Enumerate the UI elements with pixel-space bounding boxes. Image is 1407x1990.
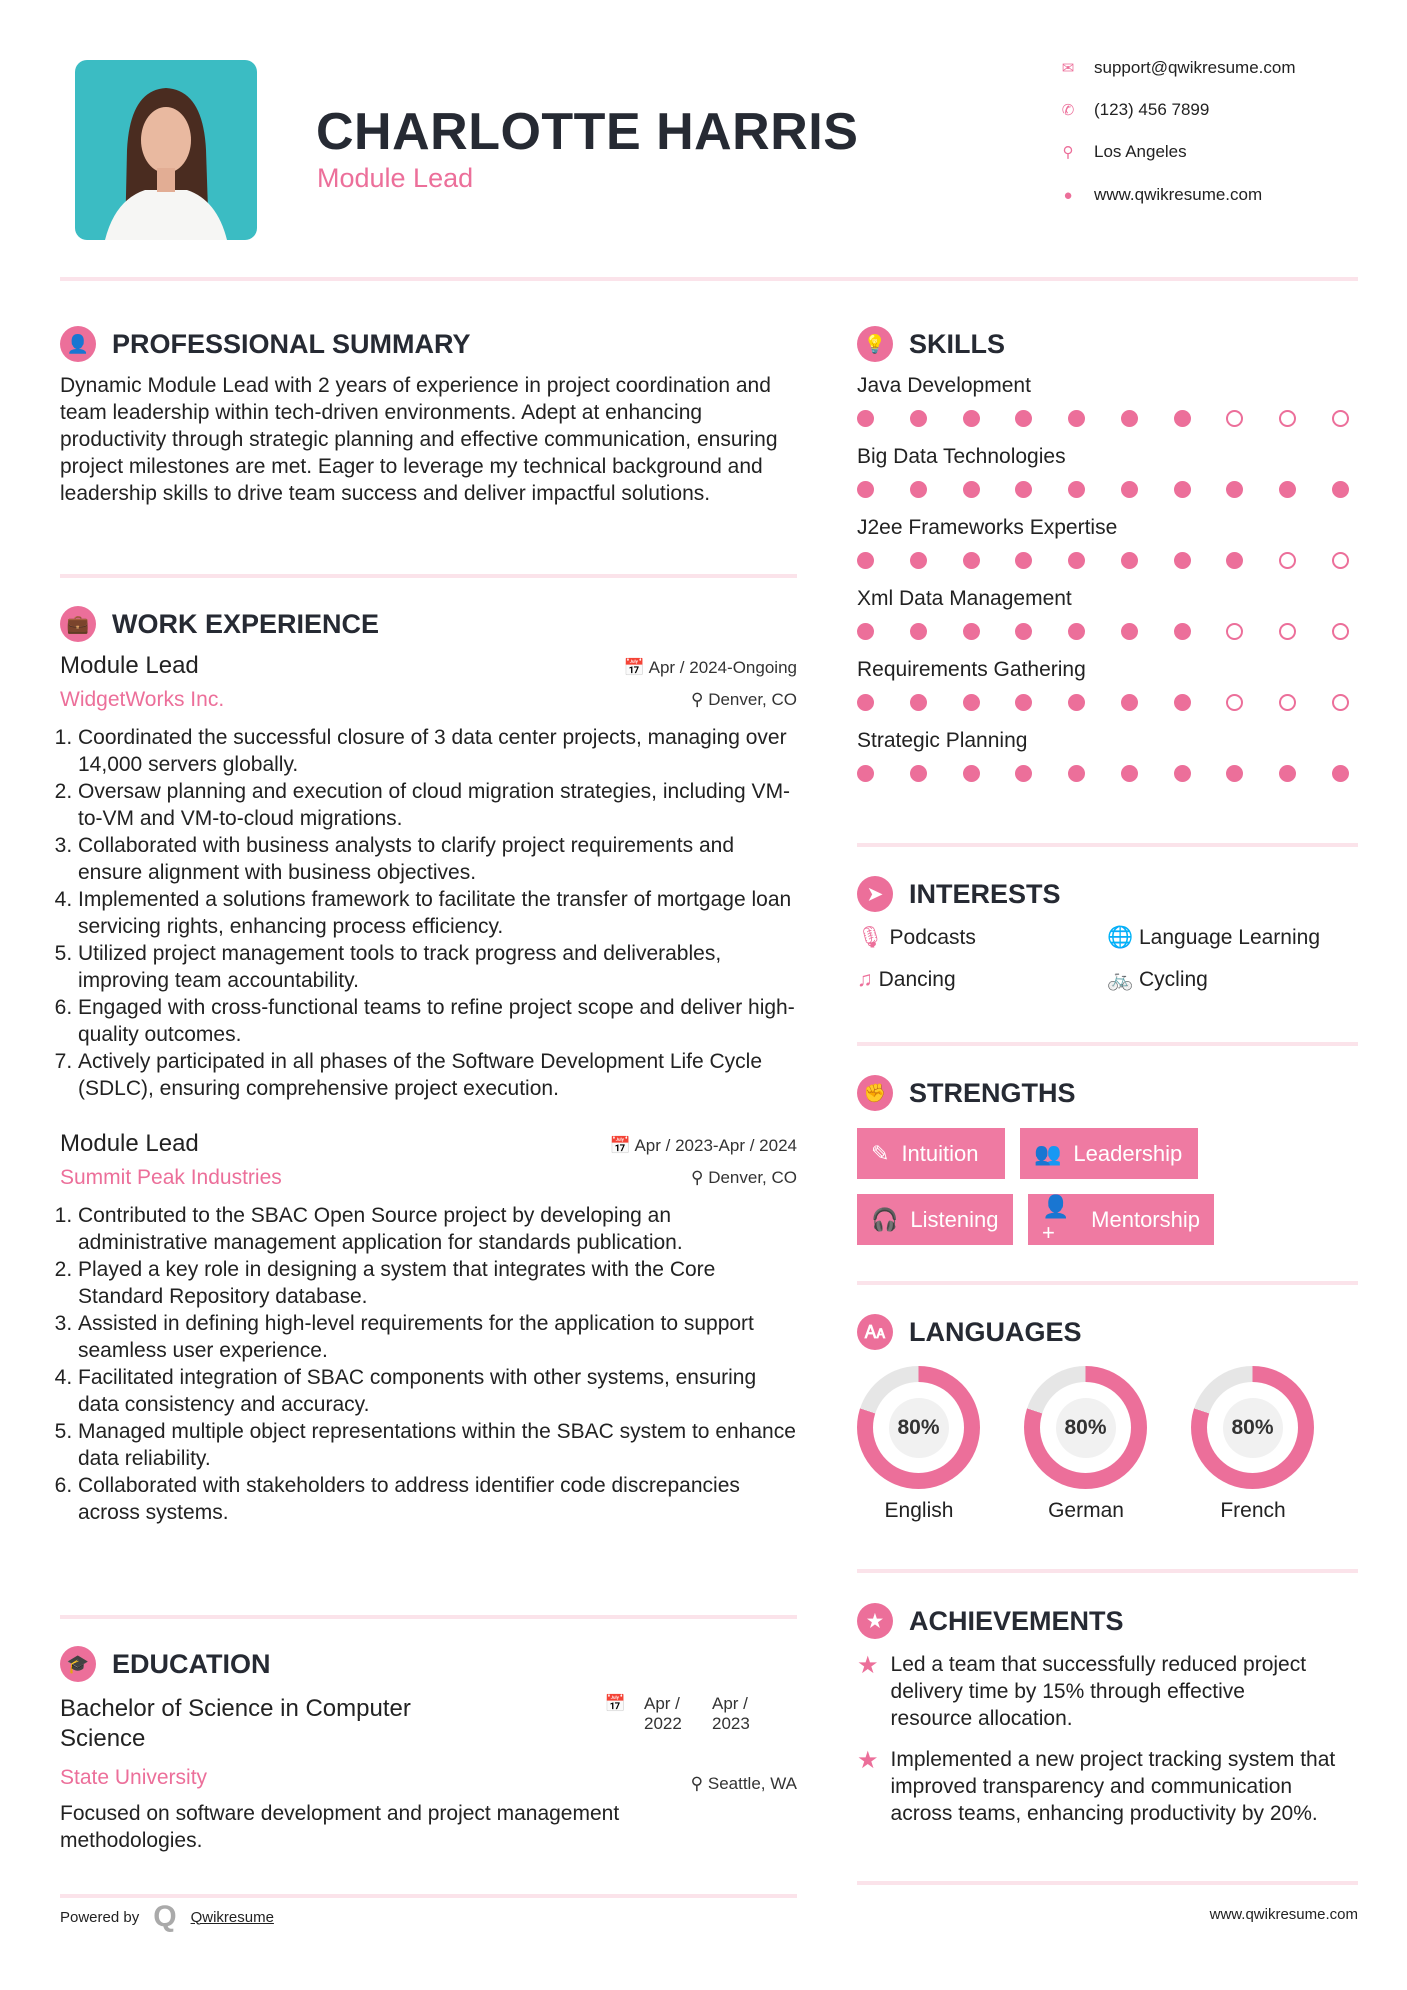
achievement-item xyxy=(857,1746,1358,1827)
globe-icon: ● xyxy=(1063,186,1073,204)
end-date: Apr / 2023 xyxy=(712,1694,750,1733)
footer-powered xyxy=(60,1900,274,1934)
skills-section xyxy=(857,326,1358,782)
skill-item xyxy=(857,516,1358,569)
start-date: Apr / 2022 xyxy=(644,1694,682,1733)
divider xyxy=(857,1281,1358,1285)
rating-dot xyxy=(963,410,980,427)
strength-tag xyxy=(1020,1128,1198,1179)
strength-label: Intuition xyxy=(901,1140,979,1166)
candidate-name: CHARLOTTE HARRIS xyxy=(316,103,859,161)
paper-plane-icon: ➤ xyxy=(857,876,893,912)
divider xyxy=(60,1615,797,1619)
rating-dot xyxy=(1332,765,1349,782)
rating-dot xyxy=(1068,694,1085,711)
rating-dot xyxy=(1279,410,1296,427)
pin-icon: ⚲ xyxy=(691,1168,704,1187)
rating-dot xyxy=(1121,694,1138,711)
rating-dot xyxy=(1174,694,1191,711)
job-entry xyxy=(60,1130,797,1526)
rating-dot xyxy=(963,481,980,498)
bullet-item: 7. Actively participated in all phases of the Software Development Life Cycle (SDLC), ensuring comprehensive project execution. xyxy=(78,1048,797,1102)
bullet-item: 5. Utilized project management tools to track progress and deliverables, improving team accountability. xyxy=(78,940,797,994)
summary-title: PROFESSIONAL SUMMARY xyxy=(112,328,471,359)
headphones-icon: 🎧 xyxy=(871,1206,899,1232)
skill-rating xyxy=(857,410,1349,427)
rating-dot xyxy=(857,481,874,498)
interest-label: Language Learning xyxy=(1139,926,1321,949)
bicycle-icon: 🚲 xyxy=(1107,968,1134,991)
rating-dot xyxy=(1174,410,1191,427)
rating-dot xyxy=(1279,623,1296,640)
rating-dot xyxy=(1226,481,1243,498)
bullet-item: 1. Coordinated the successful closure of 3 data center projects, managing over 14,000 servers globally. xyxy=(78,724,797,778)
rating-dot xyxy=(910,623,927,640)
language-name: French xyxy=(1220,1499,1286,1522)
rating-dot xyxy=(1332,694,1349,711)
user-icon: 👤 xyxy=(60,326,96,362)
rating-dot xyxy=(1121,623,1138,640)
briefcase-icon: 💼 xyxy=(60,606,96,642)
summary-section xyxy=(60,326,797,507)
achievement-item xyxy=(857,1651,1358,1732)
interest-label: Podcasts xyxy=(889,926,976,949)
skill-rating xyxy=(857,623,1349,640)
qwikresume-logo-icon: Q xyxy=(153,1900,177,1933)
interest-label: Cycling xyxy=(1139,968,1208,991)
dates-text: Apr / 2023-Apr / 2024 xyxy=(634,1136,797,1155)
music-note-icon: ♫ xyxy=(857,968,873,991)
users-icon: 👥 xyxy=(1034,1140,1062,1166)
rating-dot xyxy=(1174,623,1191,640)
work-heading xyxy=(60,606,797,642)
skill-name: Strategic Planning xyxy=(857,729,1028,752)
divider xyxy=(60,574,797,578)
contact-phone[interactable] xyxy=(1060,100,1209,120)
achievement-text: Led a team that successfully reduced project delivery time by 15% through effective resource allocation. xyxy=(890,1653,1307,1730)
bullet-item: 1. Contributed to the SBAC Open Source project by developing an administrative management application for standards publication. xyxy=(78,1202,797,1256)
rating-dot xyxy=(910,410,927,427)
skills-heading xyxy=(857,326,1358,362)
education-heading xyxy=(60,1646,797,1682)
location-text: Denver, CO xyxy=(708,690,797,709)
languages-heading xyxy=(857,1314,1358,1350)
contact-website[interactable] xyxy=(1060,185,1262,205)
rating-dot xyxy=(1174,481,1191,498)
skill-name: Xml Data Management xyxy=(857,587,1072,610)
strength-label: Leadership xyxy=(1073,1140,1183,1166)
rating-dot xyxy=(1015,481,1032,498)
rating-dot xyxy=(963,694,980,711)
globe-icon: 🌐 xyxy=(1107,926,1134,949)
language-card-icon: 🗛 xyxy=(857,1314,893,1350)
language-name: German xyxy=(1048,1499,1124,1522)
rating-dot xyxy=(857,765,874,782)
bullet-item: 6. Collaborated with stakeholders to address identifier code discrepancies across systems. xyxy=(78,1472,797,1526)
language-percent: 80% xyxy=(889,1398,949,1458)
rating-dot xyxy=(857,552,874,569)
star-badge-icon: ★ xyxy=(857,1603,893,1639)
rating-dot xyxy=(1332,410,1349,427)
skill-name: Big Data Technologies xyxy=(857,445,1066,468)
bullet-item: 3. Assisted in defining high-level requirements for the application to support seamless user experience. xyxy=(78,1310,797,1364)
interest-item xyxy=(857,926,1107,950)
skill-item xyxy=(857,374,1358,427)
strength-tag xyxy=(857,1194,1013,1245)
star-icon: ★ xyxy=(857,1747,879,1774)
strengths-title: STRENGTHS xyxy=(909,1077,1076,1108)
skill-item xyxy=(857,445,1358,498)
rating-dot xyxy=(1279,481,1296,498)
skill-rating xyxy=(857,552,1349,569)
job-dates xyxy=(624,658,797,678)
divider xyxy=(857,1881,1358,1885)
rating-dot xyxy=(1015,552,1032,569)
summary-text: Dynamic Module Lead with 2 years of experience in project coordination and team leadership within tech-driven environments. Adept at enhancing productivity through strategic planning and effective communication, ensuring project milestones are met. Eager to leverage my technical background and leadership skills to drive team success and deliver impactful solutions. xyxy=(60,374,778,505)
profile-photo xyxy=(75,60,257,240)
language-ring xyxy=(857,1366,980,1489)
skill-name: J2ee Frameworks Expertise xyxy=(857,516,1118,539)
microphone-icon: 🎙 xyxy=(857,926,884,949)
envelope-icon: ✉ xyxy=(1061,60,1075,77)
divider xyxy=(60,1894,797,1898)
degree: Bachelor of Science in Computer Science xyxy=(60,1695,411,1752)
rating-dot xyxy=(1332,552,1349,569)
rating-dot xyxy=(1226,552,1243,569)
rating-dot xyxy=(1068,410,1085,427)
skill-name: Requirements Gathering xyxy=(857,658,1086,681)
rating-dot xyxy=(1015,410,1032,427)
phone-text: (123) 456 7899 xyxy=(1094,100,1210,119)
job-title: Module Lead xyxy=(60,1130,199,1157)
rating-dot xyxy=(1121,481,1138,498)
divider xyxy=(857,1042,1358,1046)
rating-dot xyxy=(910,765,927,782)
rating-dot xyxy=(1174,552,1191,569)
strength-tag xyxy=(1028,1194,1214,1245)
education-description: Focused on software development and project management methodologies. xyxy=(60,1802,620,1852)
contact-email[interactable] xyxy=(1060,58,1296,78)
interest-item xyxy=(857,968,1107,992)
strengths-section xyxy=(857,1075,1358,1255)
rating-dot xyxy=(857,694,874,711)
interest-item xyxy=(1107,926,1357,950)
brand-link[interactable]: Qwikresume xyxy=(190,1908,274,1926)
strength-tag xyxy=(857,1128,1005,1179)
graduate-icon: 🎓 xyxy=(60,1646,96,1682)
header-divider xyxy=(60,277,1358,281)
rating-dot xyxy=(1279,694,1296,711)
strength-label: Listening xyxy=(910,1206,999,1232)
rating-dot xyxy=(1332,481,1349,498)
school: State University xyxy=(60,1766,208,1789)
company-name: WidgetWorks Inc. xyxy=(60,688,225,711)
magic-wand-icon: ✎ xyxy=(871,1140,890,1166)
rating-dot xyxy=(1226,694,1243,711)
language-percent: 80% xyxy=(1056,1398,1116,1458)
rating-dot xyxy=(963,623,980,640)
skill-item xyxy=(857,587,1358,640)
rating-dot xyxy=(857,410,874,427)
bullet-item: 2. Played a key role in designing a system that integrates with the Core Standard Repository database. xyxy=(78,1256,797,1310)
interest-label: Dancing xyxy=(878,968,956,991)
job-bullets xyxy=(60,724,797,1102)
rating-dot xyxy=(1121,410,1138,427)
rating-dot xyxy=(1332,623,1349,640)
bullet-item: 5. Managed multiple object representations within the SBAC system to enhance data reliability. xyxy=(78,1418,797,1472)
bullet-item: 6. Engaged with cross-functional teams to refine project scope and deliver high-quality outcomes. xyxy=(78,994,797,1048)
rating-dot xyxy=(1015,694,1032,711)
interests-list xyxy=(857,926,1358,992)
skill-rating xyxy=(857,765,1349,782)
lightbulb-icon: 💡 xyxy=(857,326,893,362)
rating-dot xyxy=(963,765,980,782)
bullet-item: 3. Collaborated with business analysts to clarify project requirements and ensure alignment with business objectives. xyxy=(78,832,797,886)
skills-title: SKILLS xyxy=(909,328,1006,359)
education-title: EDUCATION xyxy=(112,1648,271,1679)
bullet-item: 4. Implemented a solutions framework to facilitate the transfer of mortgage loan servicing rights, enhancing process efficiency. xyxy=(78,886,797,940)
languages-title: LANGUAGES xyxy=(909,1316,1082,1347)
achievements-heading xyxy=(857,1603,1358,1639)
star-icon: ★ xyxy=(857,1652,879,1679)
work-title: WORK EXPERIENCE xyxy=(112,608,380,639)
rating-dot xyxy=(963,552,980,569)
calendar-icon: 📅 xyxy=(609,1136,631,1155)
rating-dot xyxy=(1068,765,1085,782)
job-bullets xyxy=(60,1202,797,1526)
interests-heading xyxy=(857,876,1358,912)
candidate-role: Module Lead xyxy=(317,163,474,193)
skill-item xyxy=(857,658,1358,711)
rating-dot xyxy=(1226,623,1243,640)
language-name: English xyxy=(884,1499,954,1522)
rating-dot xyxy=(1279,765,1296,782)
skill-name: Java Development xyxy=(857,374,1031,397)
rating-dot xyxy=(1068,623,1085,640)
achievement-text: Implemented a new project tracking system that improved transparency and communication across teams, enhancing productivity by 20%. xyxy=(890,1748,1336,1825)
company-name: Summit Peak Industries xyxy=(60,1166,282,1189)
rating-dot xyxy=(1226,410,1243,427)
job-dates xyxy=(609,1136,797,1156)
user-plus-icon: 👤+ xyxy=(1042,1193,1070,1245)
pin-icon: ⚲ xyxy=(691,690,704,709)
job-entry xyxy=(60,652,797,1102)
rating-dot xyxy=(1279,552,1296,569)
location-text: Seattle, WA xyxy=(707,1774,797,1793)
rating-dot xyxy=(1121,552,1138,569)
interest-item xyxy=(1107,968,1357,992)
achievements-section xyxy=(857,1603,1358,1827)
work-section xyxy=(60,606,797,1526)
job-location xyxy=(691,690,797,710)
rating-dot xyxy=(910,481,927,498)
skill-rating xyxy=(857,694,1349,711)
strengths-heading xyxy=(857,1075,1358,1111)
powered-by-label: Powered by xyxy=(60,1908,140,1926)
rating-dot xyxy=(1015,623,1032,640)
website-text: www.qwikresume.com xyxy=(1094,185,1263,204)
rating-dot xyxy=(910,552,927,569)
fist-icon: ✊ xyxy=(857,1075,893,1111)
contact-location xyxy=(1060,142,1187,162)
summary-heading xyxy=(60,326,797,362)
map-pin-icon: ⚲ xyxy=(1062,144,1074,161)
skill-item xyxy=(857,729,1358,782)
phone-icon: ✆ xyxy=(1061,102,1075,119)
rating-dot xyxy=(1226,765,1243,782)
divider xyxy=(857,843,1358,847)
location-text: Los Angeles xyxy=(1094,142,1187,161)
email-text: support@qwikresume.com xyxy=(1094,58,1296,77)
language-ring xyxy=(1024,1366,1147,1489)
rating-dot xyxy=(1068,552,1085,569)
interests-title: INTERESTS xyxy=(909,878,1061,909)
rating-dot xyxy=(1068,481,1085,498)
location-text: Denver, CO xyxy=(708,1168,797,1187)
rating-dot xyxy=(857,623,874,640)
calendar-icon: 📅 xyxy=(623,658,645,677)
rating-dot xyxy=(910,694,927,711)
dates-text: Apr / 2024-Ongoing xyxy=(648,658,797,677)
bullet-item: 4. Facilitated integration of SBAC components with other systems, ensuring data consistency and accuracy. xyxy=(78,1364,797,1418)
education-location: ⚲ Seattle, WA xyxy=(690,1774,797,1793)
education-dates xyxy=(605,1694,762,1734)
job-title: Module Lead xyxy=(60,652,199,679)
bullet-item: 2. Oversaw planning and execution of cloud migration strategies, including VM-to-VM and VM-to-cloud migrations. xyxy=(78,778,797,832)
language-ring xyxy=(1191,1366,1314,1489)
rating-dot xyxy=(1174,765,1191,782)
footer-website[interactable]: www.qwikresume.com xyxy=(1209,1906,1358,1923)
calendar-icon: 📅 xyxy=(604,1694,626,1713)
achievements-title: ACHIEVEMENTS xyxy=(909,1605,1124,1636)
languages-section xyxy=(857,1314,1358,1534)
interests-section xyxy=(857,876,1358,992)
language-percent: 80% xyxy=(1223,1398,1283,1458)
job-location xyxy=(691,1168,797,1188)
strength-label: Mentorship xyxy=(1091,1206,1200,1232)
rating-dot xyxy=(1015,765,1032,782)
education-section xyxy=(60,1646,797,1852)
skill-rating xyxy=(857,481,1349,498)
rating-dot xyxy=(1121,765,1138,782)
divider xyxy=(857,1569,1358,1573)
